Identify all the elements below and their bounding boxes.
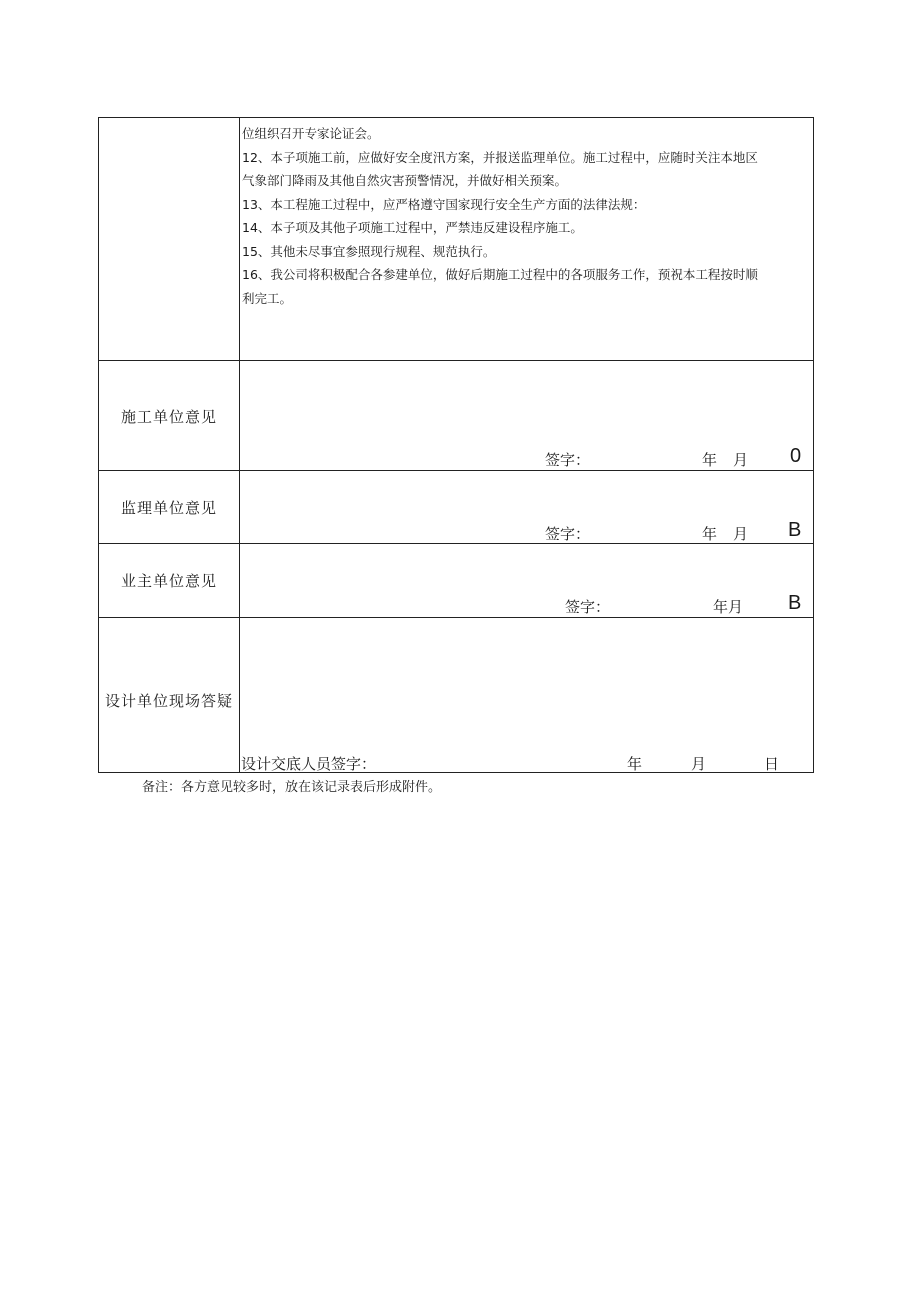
construction-sign-label: 签字： xyxy=(545,451,591,469)
row-divider xyxy=(99,360,813,361)
design-year-label: 年 xyxy=(627,755,643,773)
opinion-table xyxy=(98,117,814,773)
supervision-opinion-label: 监理单位意见 xyxy=(120,499,217,517)
owner-year-month-label: 年月 xyxy=(713,598,744,616)
text-line: 气象部门降雨及其他自然灾害预警情况，并做好相关预案。 xyxy=(242,173,568,188)
row-divider xyxy=(99,470,813,471)
construction-month-label: 月 xyxy=(733,451,749,469)
supervision-month-label: 月 xyxy=(733,525,749,543)
supervision-sign-label: 签字： xyxy=(545,525,591,543)
text-line: 利完工。 xyxy=(242,290,293,306)
design-day-label: 日 xyxy=(764,755,780,773)
footnote: 备注：各方意见较多时，放在该记录表后形成附件。 xyxy=(142,780,442,795)
construction-year-label: 年 xyxy=(702,451,718,469)
text-line: 15、其他未尽事宜参照现行规程、规范执行。 xyxy=(242,243,496,259)
supervision-day-mark: B xyxy=(788,519,802,541)
design-month-label: 月 xyxy=(691,755,707,773)
column-divider xyxy=(239,118,240,772)
text-line: 12、本子项施工前，应做好安全度汛方案，并报送监理单位。施工过程中，应随时关注本地区 xyxy=(242,149,758,165)
construction-opinion-label: 施工单位意见 xyxy=(120,408,217,426)
owner-opinion-label: 业主单位意见 xyxy=(120,572,217,590)
owner-day-mark: B xyxy=(788,592,802,614)
text-line: 16、我公司将积极配合各参建单位，做好后期施工过程中的各项服务工作，预祝本工程按时顺 xyxy=(242,267,758,282)
supervision-year-label: 年 xyxy=(702,525,718,543)
row-divider xyxy=(99,617,813,618)
text-line: 位组织召开专家论证会。 xyxy=(242,126,380,141)
design-qa-label: 设计单位现场答疑 xyxy=(104,692,233,710)
text-line: 14、本子项及其他子项施工过程中，严禁违反建设程序施工。 xyxy=(242,220,583,235)
design-sign-label: 设计交底人员签字： xyxy=(241,755,377,773)
owner-sign-label: 签字： xyxy=(565,598,611,616)
requirements-text xyxy=(242,122,812,310)
construction-day-mark: 0 xyxy=(790,445,802,467)
text-line: 13、本工程施工过程中，应严格遵守国家现行安全生产方面的法律法规： xyxy=(242,196,646,212)
